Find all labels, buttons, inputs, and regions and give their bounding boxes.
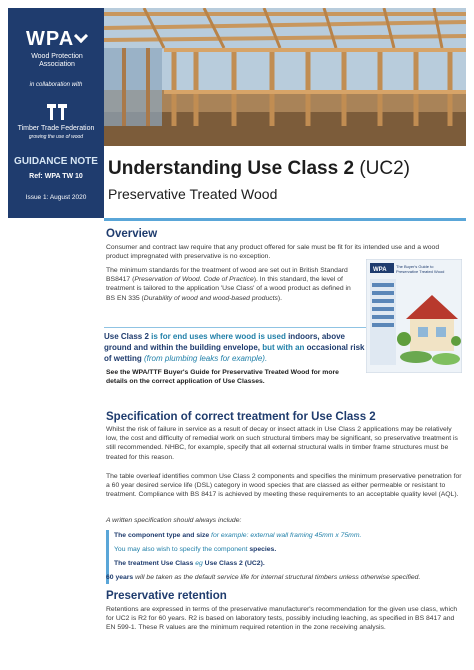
- spec-item-3: The treatment Use Class eg Use Class 2 (UC2).: [114, 560, 265, 567]
- spec-p2-text: The table overleaf identifies common Use Class 2 components and specifies the minimum preservative penetration for a 60 year desired service life (DSL) category in wood species that are classed as either permeable or resistant to treatment. Compliance with BS 8417 is achieved by meeting these requirements to an acceptable quality level (AQL).: [106, 473, 462, 499]
- title-uc: (UC2): [359, 158, 410, 179]
- spec-p3-text: A written specification should always include:: [106, 517, 242, 524]
- title-text: Understanding Use Class 2: [108, 158, 355, 179]
- see-guide-text[interactable]: See the WPA/TTF Buyer's Guide for Preservative Treated Wood for more details on the correct application of Use Classes.: [106, 369, 339, 386]
- spec-p3: [106, 516, 462, 525]
- spec-item-4: 60 years will be taken as the default service life for internal structural timbers unless otherwise specified.: [106, 574, 421, 581]
- svg-text:WPA: WPA: [373, 267, 387, 273]
- callout-text: Use Class 2 is for end uses where wood is used indoors, above ground and within the building envelope, but with an occasional risk of wetting (from plumbing leaks for example).: [104, 332, 365, 363]
- wpa-logo: [26, 28, 86, 51]
- spec-heading: Specification of correct treatment for Use Class 2: [106, 411, 376, 423]
- guidance-label: GUIDANCE NOTE: [14, 156, 98, 167]
- title-band: [104, 148, 466, 218]
- ttf-logo-icon: [46, 102, 68, 122]
- guidance-ref: Ref: WPA TW 10: [29, 173, 83, 180]
- overview-p2: [106, 266, 360, 303]
- overview-p2-text: The minimum standards for the treatment of wood are set out in British Standard BS8417 (Preservation of Wood. Code of Practice). In this standard, the level of treatment is tailored to the application 'Use Class' of a wood product as defined in BS EN 335 (Durability of wood and wood-based products).: [106, 267, 351, 302]
- ttf-name: Timber Trade Federation: [17, 125, 95, 132]
- spec-p1-text: Whilst the risk of failure in service as a result of decay or insect attack in Use Class 2 applications may be relatively low, the cost and difficulty of remedial work on such structural timbers may be significant, so preservative treatment is still recommended. NHBC, for example, specify that all external structural walls in timber frame structures must be treated for this reason.: [106, 426, 458, 461]
- guidance-box: [8, 148, 104, 218]
- overview-heading: Overview: [106, 228, 158, 240]
- guide-title: The Buyer's Guide to: [396, 264, 434, 269]
- guidance-issue: Issue 1: August 2020: [25, 194, 87, 201]
- timber-frame-illustration: [104, 8, 466, 146]
- wpa-logo-text: WPA: [26, 28, 75, 50]
- hero-photo: [104, 8, 466, 146]
- title-divider: [104, 218, 466, 221]
- page-subtitle: Preservative Treated Wood: [108, 186, 278, 202]
- overview-p1-text: Consumer and contract law require that any product offered for sale must be fit for its intended use and a wood product impregnated with preservative is no exception.: [106, 244, 440, 261]
- see-guide: [106, 368, 362, 386]
- spec-item-1: The component type and size for example: external wall framing 45mm x 75mm.: [114, 532, 362, 539]
- spec-p2: [106, 472, 462, 500]
- spec-p1: [106, 425, 462, 462]
- wpa-org-name: Wood Protection Association: [31, 53, 83, 68]
- collab-text: in collaboration with: [29, 82, 83, 88]
- retention-p1: [106, 605, 462, 633]
- retention-heading: Preservative retention: [106, 590, 227, 602]
- svg-text:Preservative Treated Wood: Preservative Treated Wood: [396, 269, 445, 274]
- page-title: [108, 158, 410, 180]
- ttf-tagline: growing the use of wood: [28, 134, 84, 140]
- check-icon: [74, 29, 88, 43]
- spec-item-2: You may also wish to specify the component species.: [114, 546, 277, 553]
- buyers-guide-thumbnail[interactable]: [366, 259, 462, 373]
- retention-p1-text: Retentions are expressed in terms of the preservative manufacturer's recommendation for the given use class, which for UC2 is R2 for 60 years. R2 is based on laboratory tests, possibly including leaching, as specified in BS 8417 and EN 599-1. These R values are the minimum required retention in the zone receiving analysis.: [106, 606, 458, 632]
